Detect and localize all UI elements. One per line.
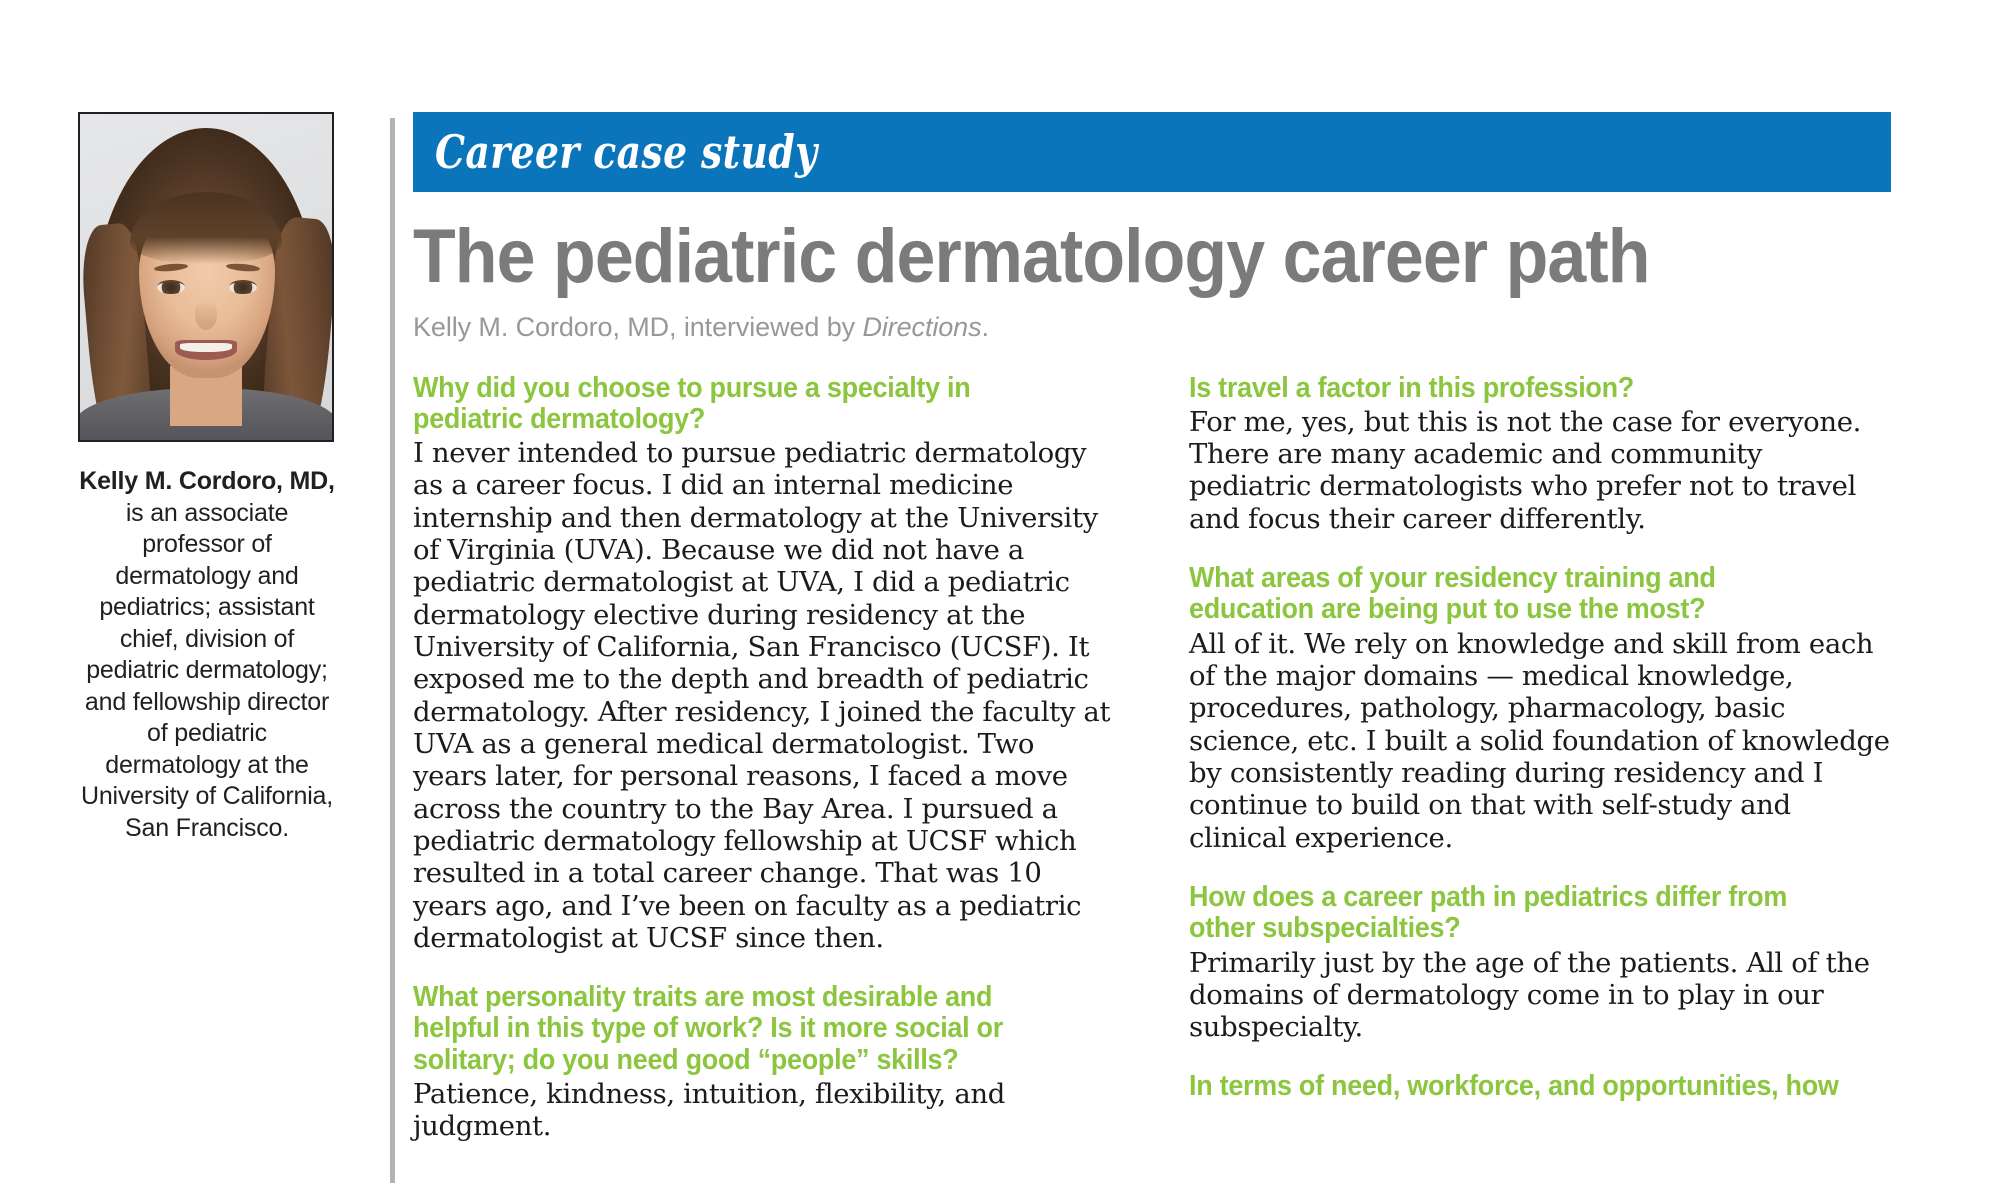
nose — [195, 300, 217, 330]
question-heading: In terms of need, workforce, and opportunities, how — [1189, 1070, 1839, 1103]
teeth — [180, 343, 232, 352]
author-sidebar — [78, 112, 336, 844]
article-column-left — [413, 373, 1115, 1143]
author-caption — [78, 466, 336, 844]
article-column-right — [1189, 373, 1891, 1143]
question-heading: Is travel a factor in this profession? — [1189, 371, 1635, 404]
eye-right — [229, 280, 257, 294]
answer-paragraph: I never intended to pursue pediatric dermatology as a career focus. I did an internal medicine internship and then dermatology at the University of Virginia (UVA). Because we did not have a pediatric dermatologist at UVA, I did a pediatric dermatology elective during residency at the University of California, San Francisco (UCSF). It exposed me to the depth and breadth of pediatric dermatology. After residency, I joined the faculty at UVA as a general medical dermatologist. Two years later, for personal reasons, I faced a move across the country to the Bay Area. I pursued a pediatric dermatology fellowship at UCSF which resulted in a total career change. That was 10 years ago, and I’ve been on faculty as a pediatric dermatologist at UCSF since then. — [413, 437, 1111, 954]
page-title: The pediatric dermatology career path — [413, 214, 1650, 299]
question-heading: Why did you choose to pursue a specialty in pediatric dermatology? — [413, 371, 971, 435]
answer-paragraph: For me, yes, but this is not the case for everyone. There are many academic and community pediatric dermatologists who prefer not to travel and focus their career differently. — [1189, 405, 1862, 535]
question-heading: What personality traits are most desirable and helpful in this type of work? Is it more social or solitary; do you need good “people” skills? — [413, 981, 1003, 1076]
eye-left — [157, 280, 185, 294]
article-main — [413, 112, 1891, 1143]
answer-paragraph: Patience, kindness, intuition, flexibility, and judgment. — [413, 1078, 1006, 1143]
section-banner — [413, 112, 1891, 192]
author-caption-name: Kelly M. Cordoro, MD, — [79, 467, 335, 495]
section-banner-label: Career case study — [435, 125, 818, 179]
byline — [413, 312, 1891, 343]
author-caption-body: is an associate professor of dermatology and pediatrics; assistant chief, division of pediatric dermatology; and fellowship director of pediatric dermatology at the University of California, San Francisco. — [80, 498, 334, 842]
answer-paragraph: All of it. We rely on knowledge and skill from each of the major domains — medical knowledge, procedures, pathology, pharmacology, basic science, etc. I built a solid foundation of knowledge by consistently reading during residency and I continue to build on that with self-study and clinical experience. — [1189, 627, 1890, 854]
answer-paragraph: Primarily just by the age of the patients. All of the domains of dermatology come in to play in our subspecialty. — [1189, 946, 1870, 1044]
column-divider-rule — [390, 118, 395, 1183]
article-columns — [413, 373, 1891, 1143]
byline-publication: Directions — [862, 311, 982, 342]
question-heading: How does a career path in pediatrics differ from other subspecialties? — [1189, 880, 1788, 945]
byline-prefix: Kelly M. Cordoro, MD, interviewed by — [413, 311, 863, 342]
mouth — [175, 340, 237, 360]
question-heading: What areas of your residency training and education are being put to use the most? — [1189, 562, 1716, 626]
byline-suffix: . — [981, 311, 989, 342]
author-portrait — [78, 112, 334, 442]
